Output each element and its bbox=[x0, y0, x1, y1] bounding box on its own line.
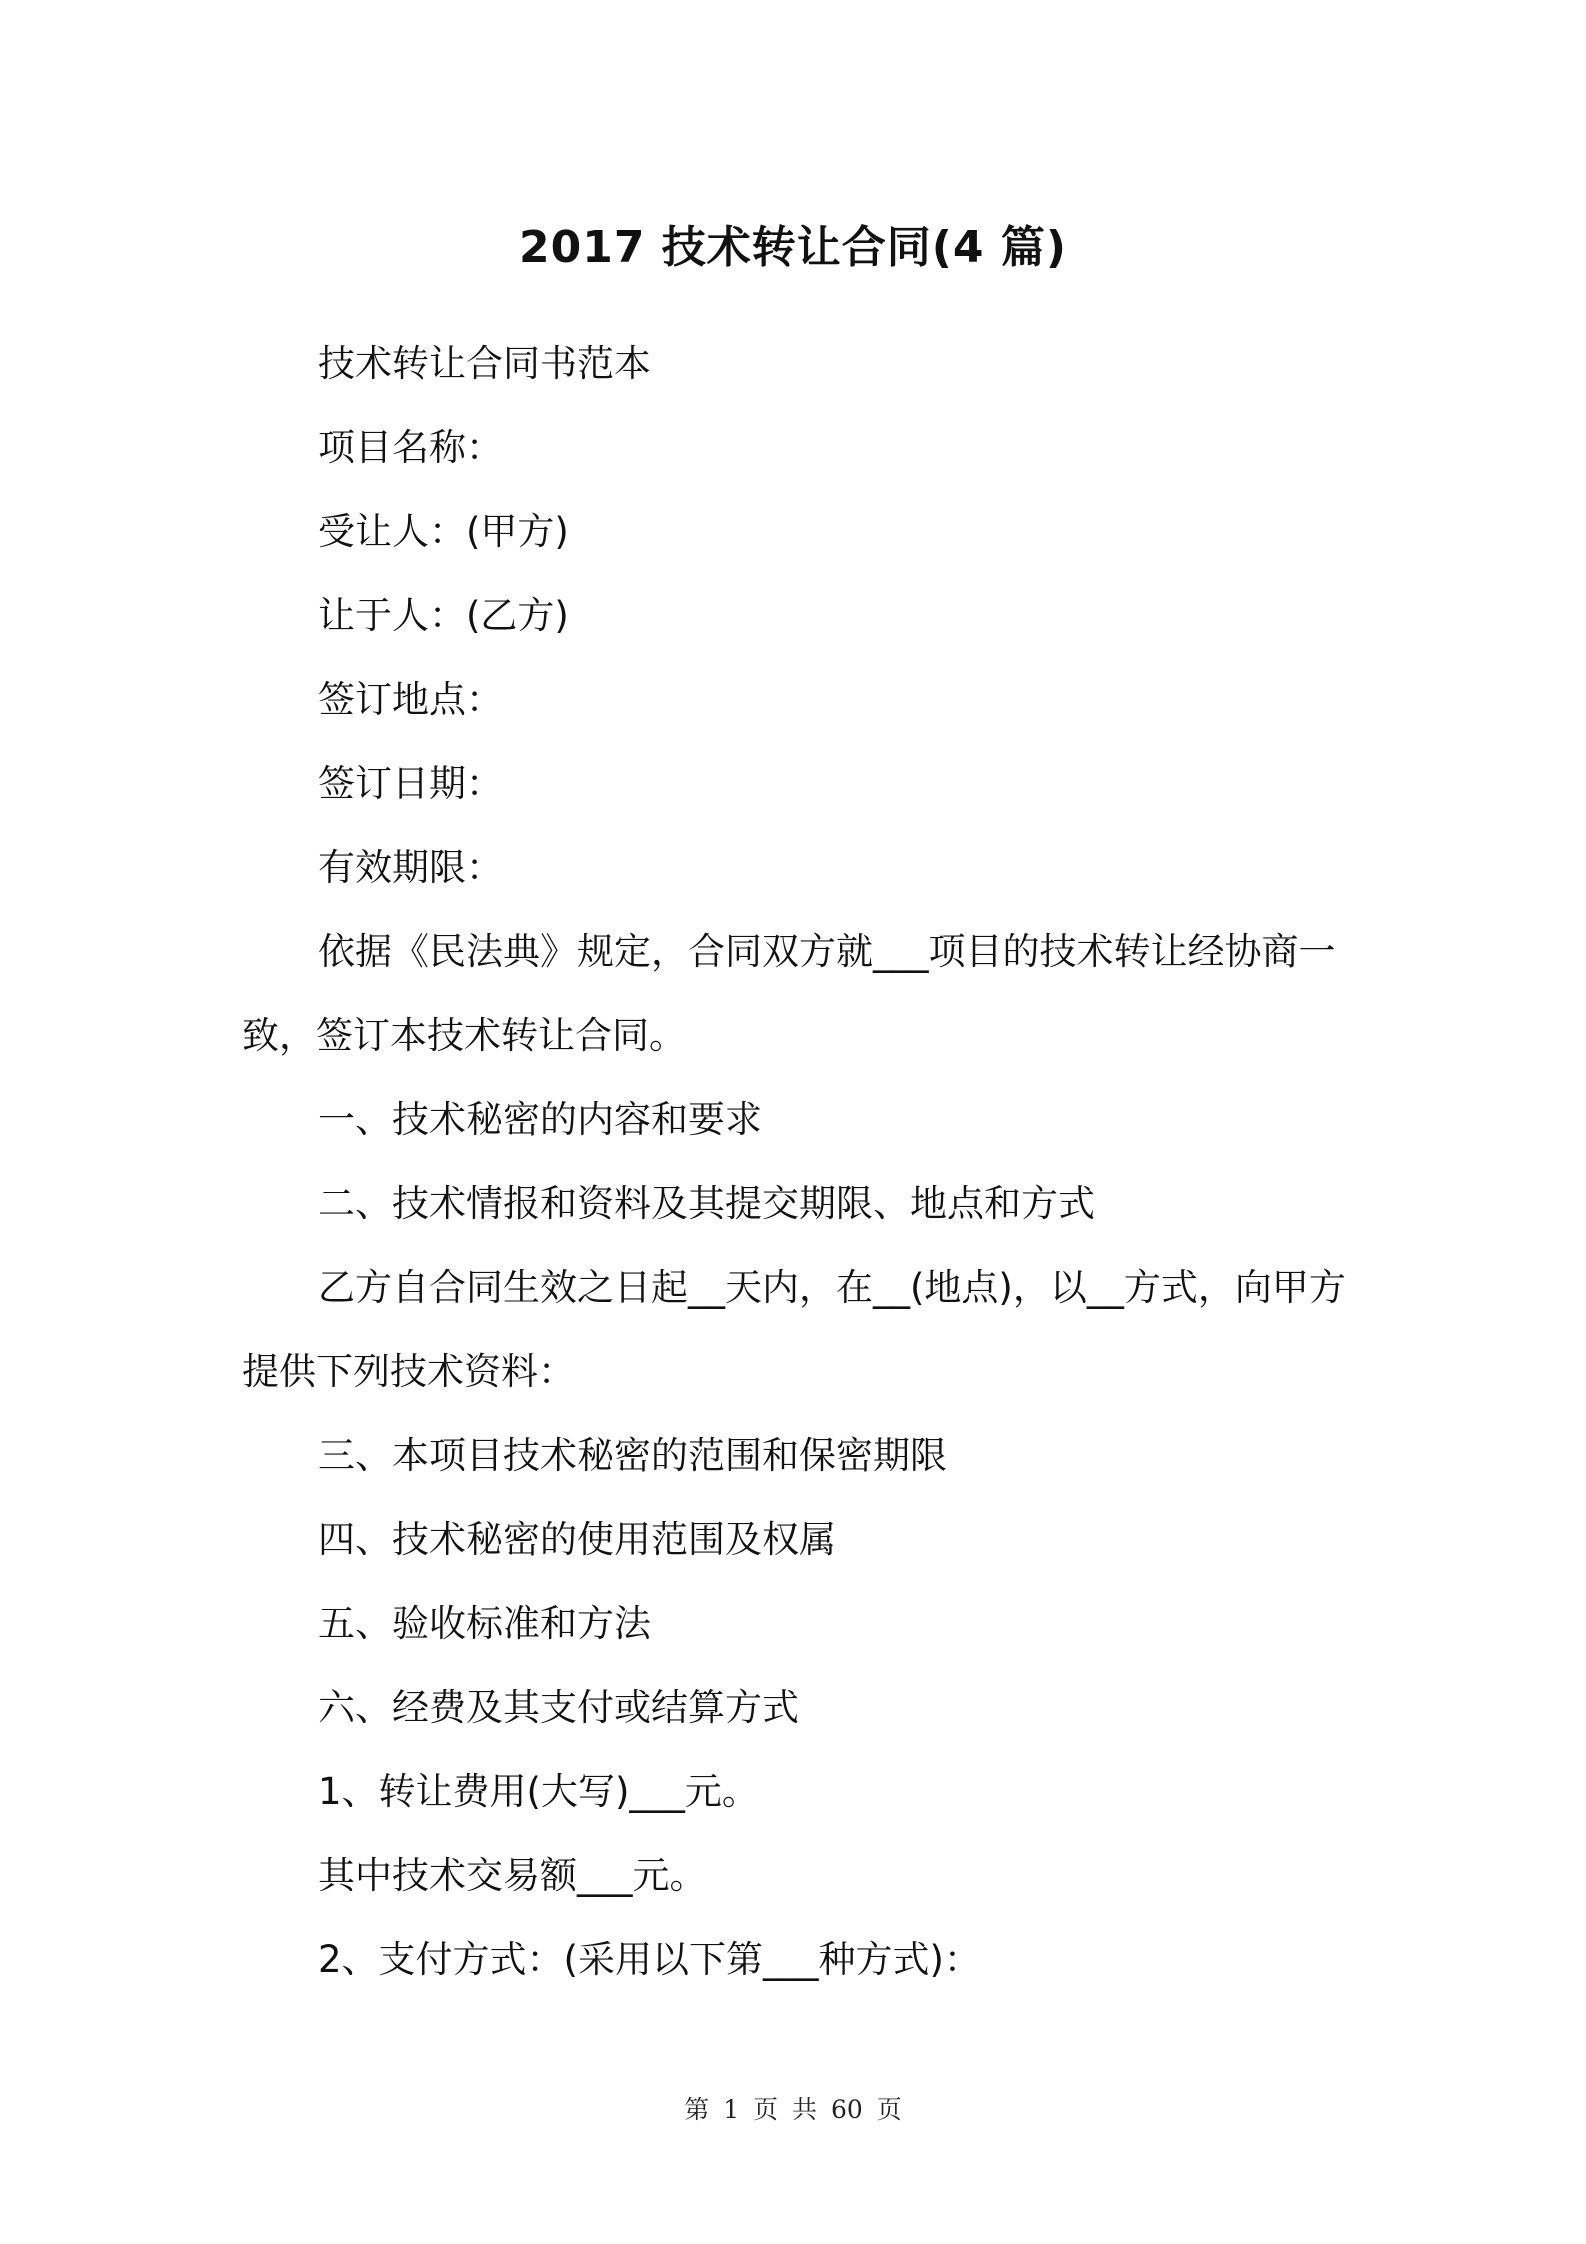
paragraph: 受让人：(甲方) bbox=[318, 510, 569, 553]
paragraph: 1、转让费用(大写)___元。 bbox=[318, 1770, 759, 1813]
paragraph: 依据《民法典》规定，合同双方就___项目的技术转让经协商一致，签订本技术转让合同。 bbox=[242, 930, 1336, 1057]
paragraph: 让于人：(乙方) bbox=[318, 594, 569, 637]
paragraph: 一、技术秘密的内容和要求 bbox=[318, 1098, 762, 1141]
paragraph: 其中技术交易额___元。 bbox=[318, 1854, 707, 1897]
paragraph: 技术转让合同书范本 bbox=[318, 342, 651, 385]
paragraph: 有效期限： bbox=[318, 846, 503, 889]
paragraph: 项目名称： bbox=[318, 426, 503, 469]
paragraph: 六、经费及其支付或结算方式 bbox=[318, 1686, 799, 1729]
document-title: 2017 技术转让合同(4 篇) bbox=[519, 222, 1067, 273]
paragraph: 签订地点： bbox=[318, 678, 503, 721]
document-body bbox=[242, 322, 1356, 2002]
paragraph: 四、技术秘密的使用范围及权属 bbox=[318, 1518, 836, 1561]
paragraph: 二、技术情报和资料及其提交期限、地点和方式 bbox=[318, 1182, 1095, 1225]
paragraph: 签订日期： bbox=[318, 762, 503, 805]
page-number-footer: 第 1 页 共 60 页 bbox=[684, 2095, 902, 2124]
paragraph: 三、本项目技术秘密的范围和保密期限 bbox=[318, 1434, 947, 1477]
paragraph: 2、支付方式：(采用以下第___种方式)： bbox=[318, 1938, 981, 1981]
paragraph: 五、验收标准和方法 bbox=[318, 1602, 651, 1645]
paragraph: 乙方自合同生效之日起__天内，在__(地点)，以__方式，向甲方提供下列技术资料： bbox=[242, 1266, 1346, 1393]
